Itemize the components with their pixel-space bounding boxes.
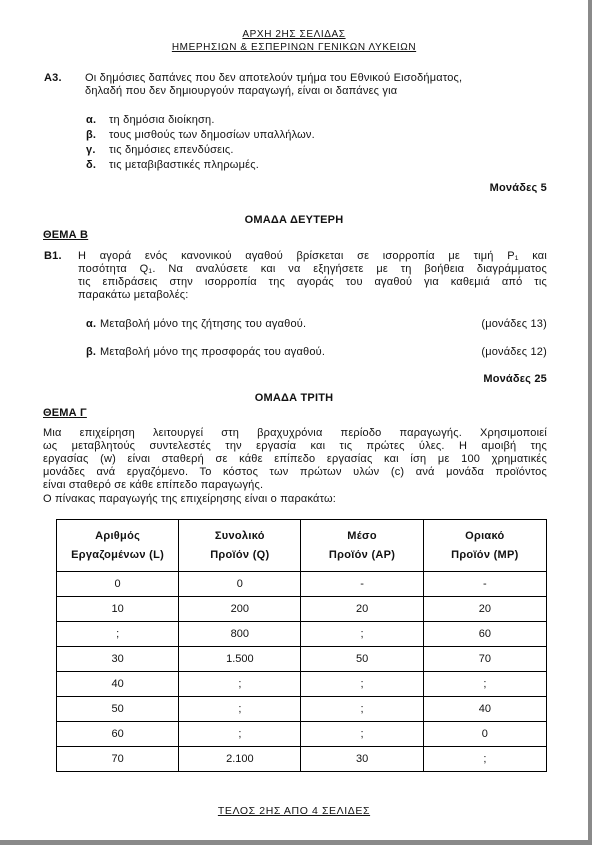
item-b-marks: (μονάδες 12) <box>481 346 547 358</box>
table-cell: 20 <box>301 597 423 622</box>
header-total-product: Συνολικό Προϊόν (Q) <box>179 520 301 572</box>
table-cell: 30 <box>301 747 423 772</box>
table-cell: ; <box>179 722 301 747</box>
page-shadow-right <box>588 0 592 845</box>
option-text: τις μεταβιβαστικές πληρωμές. <box>109 159 259 171</box>
question-a3-label: Α3. <box>44 72 62 84</box>
question-b1-line: παρακάτω μεταβολές: <box>78 289 189 301</box>
theme-c-line: είναι σταθερό σε κάθε επίπεδο παραγωγής. <box>43 479 264 491</box>
theme-c-line: μονάδες ανά εργαζόμενο. Το κόστος των πρώτων υλών (c) ανά μονάδα προϊόντος <box>43 466 547 478</box>
theme-c-line: Μια επιχείρηση λειτουργεί στη βραχυχρόνια περίοδο παραγωγής. Χρησιμοποιεί <box>43 427 547 439</box>
table-row <box>57 622 547 647</box>
option-text: τους μισθούς των δημοσίων υπαλλήλων. <box>109 129 315 141</box>
table-cell: 30 <box>57 647 179 672</box>
theme-c-heading: ΘΕΜΑ Γ <box>43 407 87 419</box>
page-footer-end: ΤΕΛΟΣ 2ΗΣ ΑΠΟ 4 ΣΕΛΙΔΕΣ <box>217 805 371 817</box>
table-row <box>57 597 547 622</box>
option-letter: δ. <box>86 159 97 171</box>
table-cell: 40 <box>423 697 546 722</box>
table-cell: 40 <box>57 672 179 697</box>
question-a3-line2: δηλαδή που δεν δημιουργούν παραγωγή, είναι οι δαπάνες για <box>85 85 398 97</box>
table-row <box>57 572 547 597</box>
table-row <box>57 647 547 672</box>
table-cell: ; <box>179 672 301 697</box>
table-cell: 70 <box>57 747 179 772</box>
table-row <box>57 722 547 747</box>
option-text: τις δημόσιες επενδύσεις. <box>109 144 234 156</box>
theme-c-line: ως μεταβλητούς συντελεστές την εργασία και τις πρώτες ύλες. Η αμοιβή της <box>43 440 547 452</box>
table-cell: 800 <box>179 622 301 647</box>
header-average-product: Μέσο Προϊόν (AP) <box>301 520 423 572</box>
table-row <box>57 747 547 772</box>
option-letter: α. <box>86 114 97 126</box>
header-workers: Αριθμός Εργαζομένων (L) <box>57 520 179 572</box>
question-b1-line: ποσότητα Q₁. Να αναλύσετε και να εξηγήσετε με τη βοήθεια διαγράμματος <box>78 263 547 275</box>
option-letter: γ. <box>86 144 96 156</box>
table-cell: 0 <box>179 572 301 597</box>
table-cell: 0 <box>57 572 179 597</box>
table-intro: Ο πίνακας παραγωγής της επιχείρησης είναι ο παρακάτω: <box>43 493 337 505</box>
table-cell: ; <box>301 622 423 647</box>
table-cell: ; <box>301 697 423 722</box>
production-table <box>56 519 547 772</box>
table-cell: 50 <box>301 647 423 672</box>
table-cell: 0 <box>423 722 546 747</box>
item-a-letter: α. <box>86 318 97 330</box>
option-text: τη δημόσια διοίκηση. <box>109 114 215 126</box>
table-cell: ; <box>57 622 179 647</box>
question-a3-line1: Οι δημόσιες δαπάνες που δεν αποτελούν τμήμα του Εθνικού Εισοδήματος, <box>85 72 463 84</box>
b-marks: Μονάδες 25 <box>483 373 547 385</box>
page-header-school: ΗΜΕΡΗΣΙΩΝ & ΕΣΠΕΡΙΝΩΝ ΓΕΝΙΚΩΝ ΛΥΚΕΙΩΝ <box>171 42 417 53</box>
table-cell: 10 <box>57 597 179 622</box>
table-cell: 60 <box>57 722 179 747</box>
theme-c-line: εργασίας (w) είναι σταθερή σε κάθε επίπεδο εργασίας και ίση με 100 χρηματικές <box>43 453 547 465</box>
header-marginal-product: Οριακό Προϊόν (MP) <box>423 520 546 572</box>
table-cell: 60 <box>423 622 546 647</box>
question-b1-line: τις επιδράσεις στην ισορροπία της αγοράς του αγαθού για καθεμιά από τις <box>78 276 547 288</box>
table-cell: 50 <box>57 697 179 722</box>
a3-marks: Μονάδες 5 <box>489 182 547 194</box>
table-cell: - <box>423 572 546 597</box>
table-cell: 1.500 <box>179 647 301 672</box>
table-cell: - <box>301 572 423 597</box>
question-b1-line: Η αγορά ενός κανονικού αγαθού βρίσκεται σε ισορροπία με τιμή P₁ και <box>78 250 547 262</box>
item-a-marks: (μονάδες 13) <box>481 318 547 330</box>
theme-b-heading: ΘΕΜΑ Β <box>43 229 89 241</box>
table-cell: ; <box>301 672 423 697</box>
table-cell: ; <box>301 722 423 747</box>
group2-title: ΟΜΑΔΑ ΔΕΥΤΕΡΗ <box>244 214 344 226</box>
page-shadow-bottom <box>0 840 592 845</box>
table-cell: ; <box>179 697 301 722</box>
item-b-text: Μεταβολή μόνο της προσφοράς του αγαθού. <box>100 346 326 358</box>
table-cell: 200 <box>179 597 301 622</box>
table-cell: ; <box>423 747 546 772</box>
table-header-row <box>57 520 547 572</box>
item-b-letter: β. <box>86 346 97 358</box>
group3-title: ΟΜΑΔΑ ΤΡΙΤΗ <box>254 392 334 404</box>
table-cell: ; <box>423 672 546 697</box>
table-row <box>57 672 547 697</box>
item-a-text: Μεταβολή μόνο της ζήτησης του αγαθού. <box>100 318 307 330</box>
question-b1-label: Β1. <box>44 250 62 262</box>
table-cell: 20 <box>423 597 546 622</box>
table-cell: 70 <box>423 647 546 672</box>
table-row <box>57 697 547 722</box>
table-cell: 2.100 <box>179 747 301 772</box>
option-letter: β. <box>86 129 97 141</box>
page-header-start: ΑΡΧΗ 2ΗΣ ΣΕΛΙΔΑΣ <box>242 29 346 40</box>
